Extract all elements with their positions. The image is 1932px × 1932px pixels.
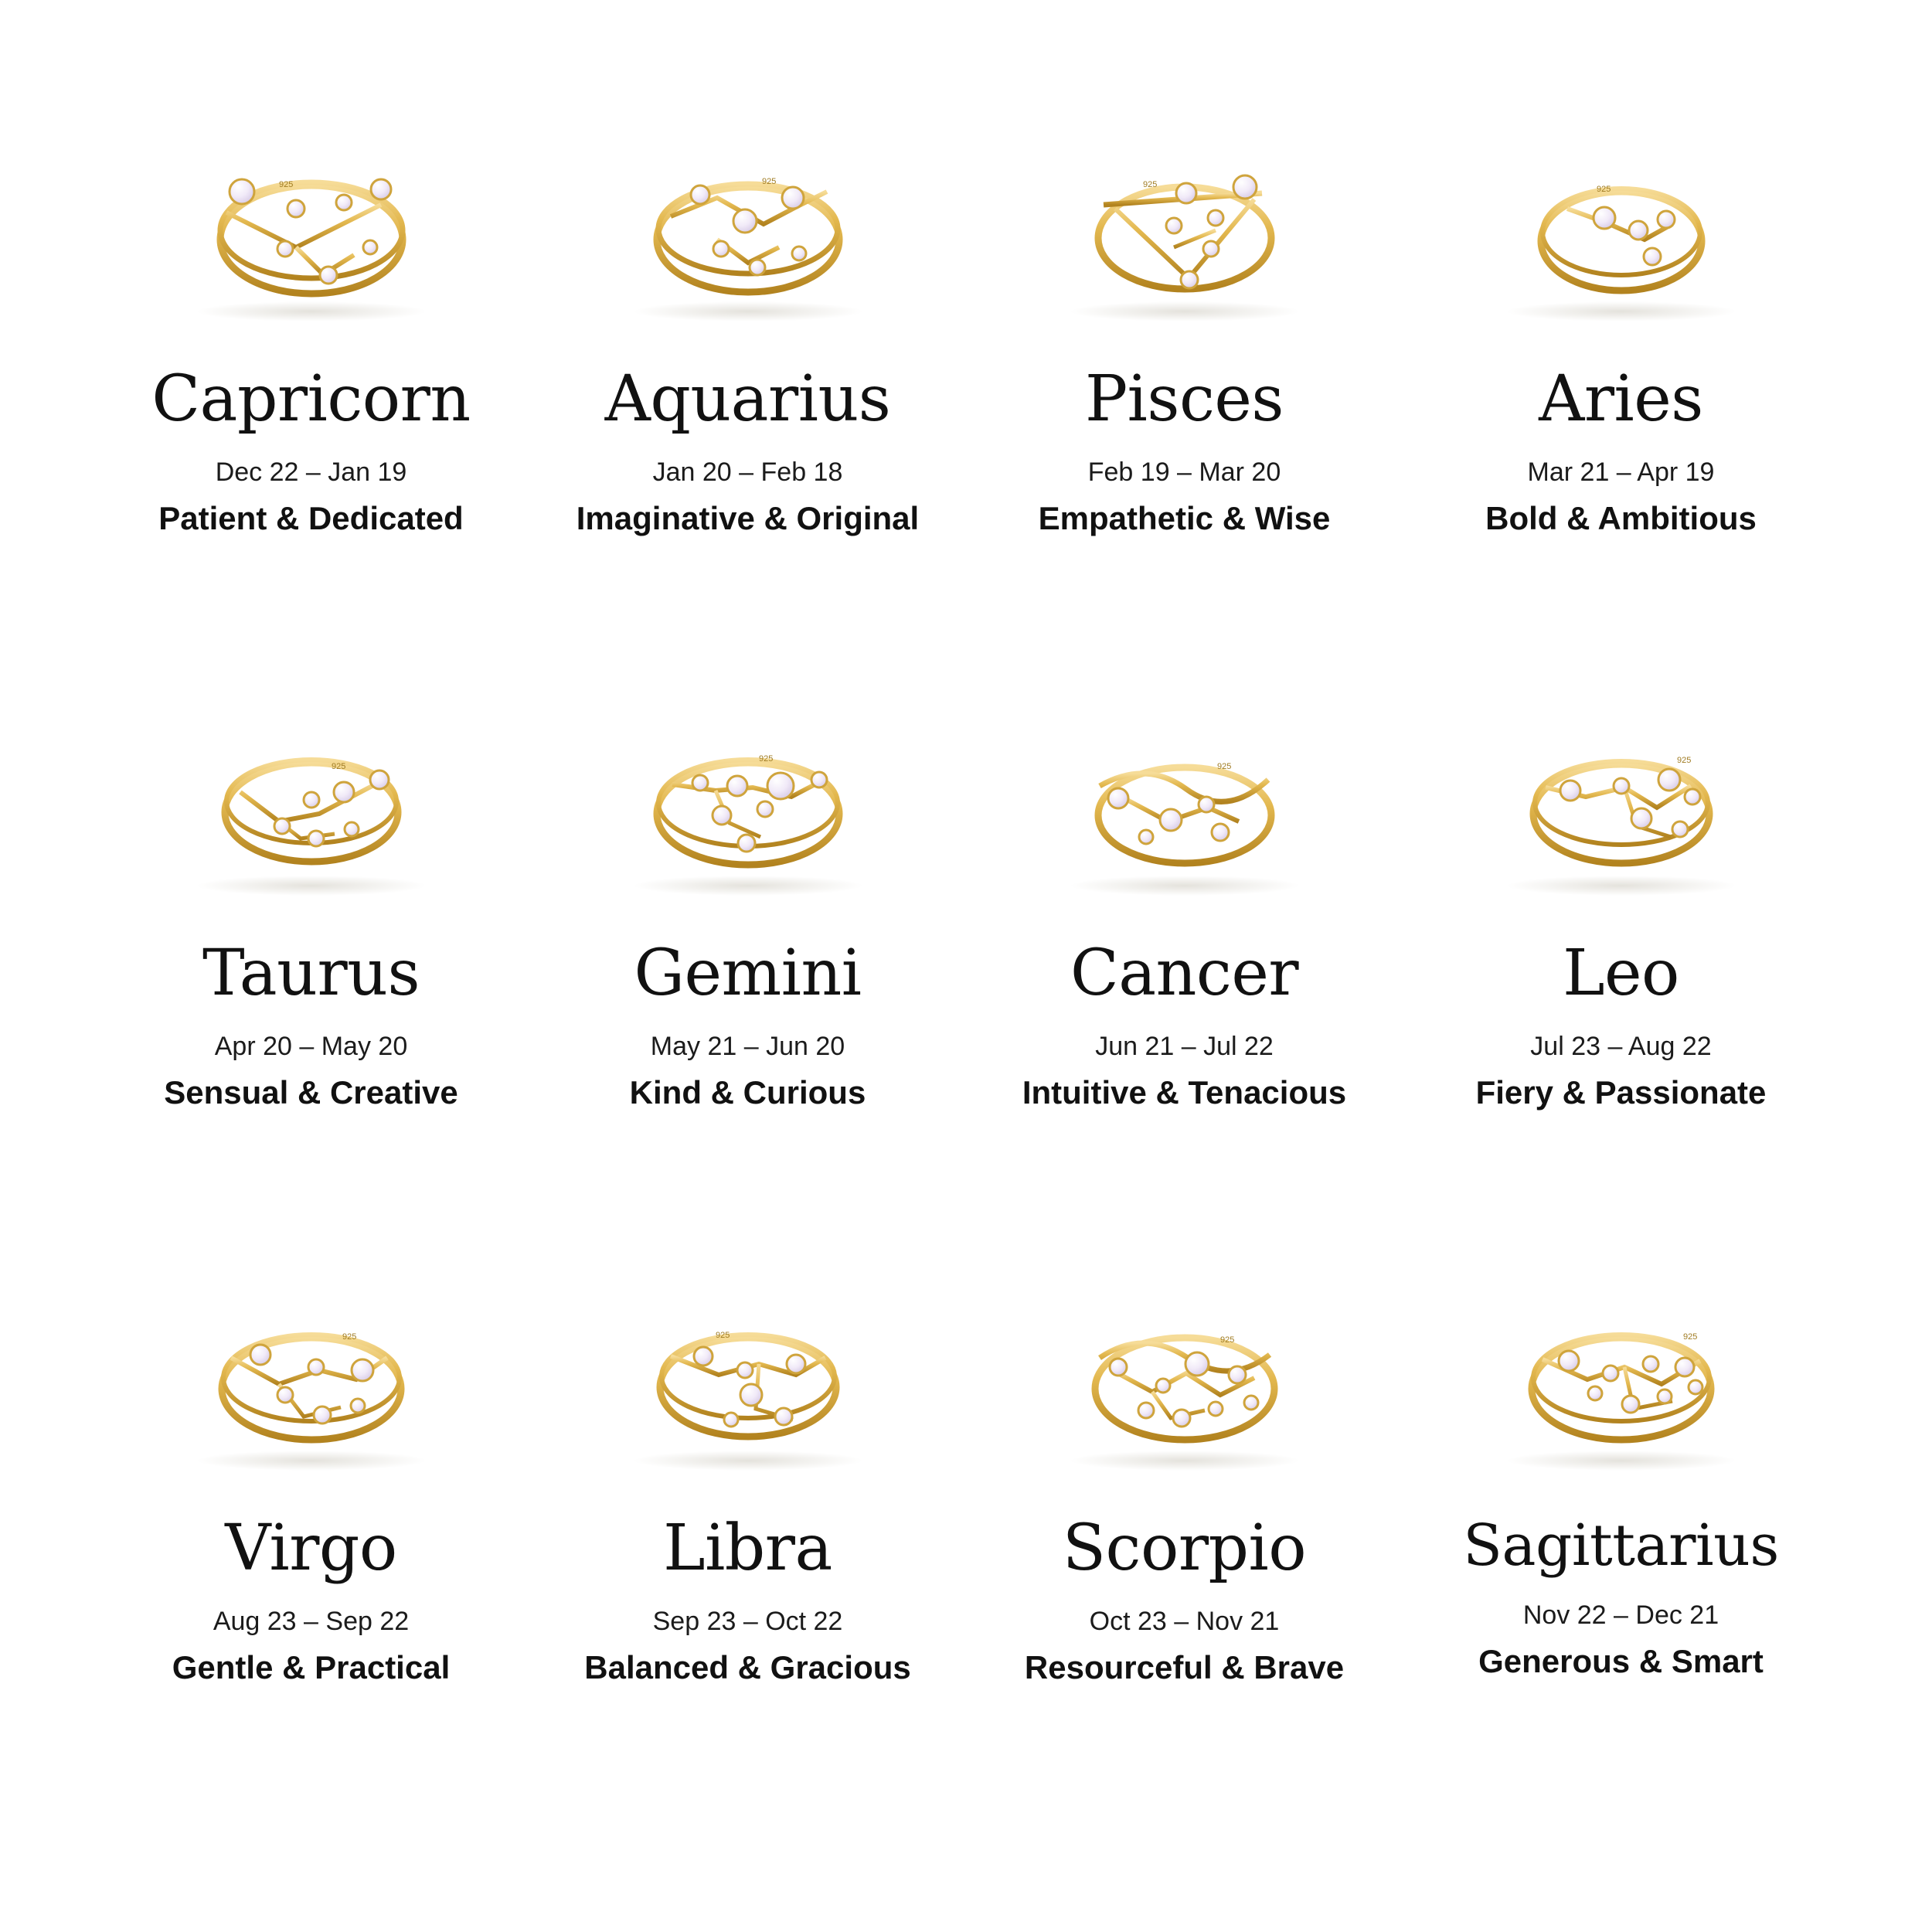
ring-image-pisces — [1007, 116, 1362, 348]
zodiac-card-aries[interactable] — [1403, 116, 1839, 690]
zodiac-card-taurus[interactable] — [93, 690, 529, 1264]
zodiac-card-scorpio[interactable] — [966, 1265, 1403, 1839]
svg-text:925: 925 — [1142, 180, 1157, 189]
constellation-ring-graphic — [586, 706, 910, 906]
ring-image-gemini — [570, 690, 926, 922]
zodiac-card-pisces[interactable] — [966, 116, 1403, 690]
ring-image-leo — [1444, 690, 1799, 922]
sign-name: Libra — [663, 1511, 832, 1585]
zodiac-card-sagittarius[interactable] — [1403, 1265, 1839, 1839]
zodiac-card-gemini[interactable] — [529, 690, 966, 1264]
ring-image-taurus — [134, 690, 489, 922]
svg-text:925: 925 — [278, 180, 293, 189]
sign-traits: Empathetic & Wise — [1038, 500, 1331, 536]
sign-dates: Jun 21 – Jul 22 — [1095, 1032, 1274, 1062]
constellation-ring-graphic — [149, 706, 474, 906]
svg-text:925: 925 — [1596, 185, 1611, 194]
sign-dates: Feb 19 – Mar 20 — [1087, 457, 1281, 487]
sign-traits: Patient & Dedicated — [158, 500, 464, 536]
sign-dates: Jan 20 – Feb 18 — [652, 457, 843, 487]
zodiac-card-virgo[interactable] — [93, 1265, 529, 1839]
sign-dates: Jul 23 – Aug 22 — [1530, 1032, 1712, 1062]
sign-dates: Dec 22 – Jan 19 — [215, 457, 407, 487]
sign-traits: Kind & Curious — [629, 1074, 866, 1111]
sign-traits: Bold & Ambitious — [1485, 500, 1757, 536]
sign-traits: Sensual & Creative — [164, 1074, 458, 1111]
ring-image-aquarius — [570, 116, 926, 348]
sign-dates: Apr 20 – May 20 — [214, 1032, 408, 1062]
sign-name: Gemini — [634, 937, 862, 1011]
sign-dates: Oct 23 – Nov 21 — [1089, 1606, 1280, 1636]
sign-traits: Imaginative & Original — [576, 500, 920, 536]
zodiac-card-aquarius[interactable] — [529, 116, 966, 690]
sign-dates: May 21 – Jun 20 — [650, 1032, 845, 1062]
sign-traits: Balanced & Gracious — [584, 1648, 911, 1685]
constellation-ring-graphic — [1022, 706, 1347, 906]
constellation-ring-graphic — [149, 131, 474, 332]
sign-name: Sagittarius — [1463, 1512, 1779, 1579]
sign-traits: Generous & Smart — [1478, 1642, 1764, 1679]
zodiac-card-leo[interactable] — [1403, 690, 1839, 1264]
sign-traits: Gentle & Practical — [172, 1648, 451, 1685]
sign-name: Aries — [1539, 362, 1703, 436]
ring-image-scorpio — [1007, 1265, 1362, 1497]
svg-text:925: 925 — [761, 177, 776, 186]
zodiac-card-libra[interactable] — [529, 1265, 966, 1839]
ring-image-virgo — [134, 1265, 489, 1497]
svg-text:925: 925 — [1676, 756, 1691, 766]
sign-traits: Resourceful & Brave — [1024, 1648, 1345, 1685]
constellation-ring-graphic — [1459, 1281, 1784, 1481]
sign-name: Capricorn — [151, 362, 471, 436]
zodiac-card-cancer[interactable] — [966, 690, 1403, 1264]
sign-dates: Nov 22 – Dec 21 — [1522, 1600, 1719, 1630]
constellation-ring-graphic — [586, 131, 910, 332]
svg-text:925: 925 — [1216, 762, 1231, 772]
constellation-ring-graphic — [1459, 131, 1784, 332]
sign-name: Virgo — [225, 1511, 397, 1585]
sign-traits: Intuitive & Tenacious — [1022, 1074, 1347, 1111]
ring-image-capricorn — [134, 116, 489, 348]
constellation-ring-graphic — [1022, 1281, 1347, 1481]
constellation-ring-graphic — [149, 1281, 474, 1481]
zodiac-card-capricorn[interactable] — [93, 116, 529, 690]
zodiac-grid — [93, 116, 1839, 1839]
svg-text:925: 925 — [1682, 1332, 1697, 1342]
svg-text:925: 925 — [715, 1330, 730, 1340]
sign-name: Taurus — [202, 937, 420, 1011]
svg-text:925: 925 — [342, 1332, 356, 1342]
constellation-ring-graphic — [586, 1281, 910, 1481]
sign-dates: Sep 23 – Oct 22 — [652, 1606, 843, 1636]
ring-image-libra — [570, 1265, 926, 1497]
ring-image-aries — [1444, 116, 1799, 348]
sign-name: Aquarius — [604, 362, 891, 436]
sign-name: Cancer — [1070, 937, 1299, 1011]
svg-text:925: 925 — [331, 762, 345, 772]
svg-text:925: 925 — [758, 754, 773, 764]
sign-name: Leo — [1563, 937, 1679, 1011]
ring-image-sagittarius — [1444, 1265, 1799, 1497]
sign-name: Scorpio — [1062, 1511, 1307, 1585]
constellation-ring-graphic — [1022, 131, 1347, 332]
svg-text:925: 925 — [1219, 1335, 1234, 1345]
sign-traits: Fiery & Passionate — [1475, 1074, 1767, 1111]
sign-name: Pisces — [1084, 362, 1284, 436]
constellation-ring-graphic — [1459, 706, 1784, 906]
sign-dates: Mar 21 – Apr 19 — [1527, 457, 1715, 487]
ring-image-cancer — [1007, 690, 1362, 922]
sign-dates: Aug 23 – Sep 22 — [213, 1606, 410, 1636]
